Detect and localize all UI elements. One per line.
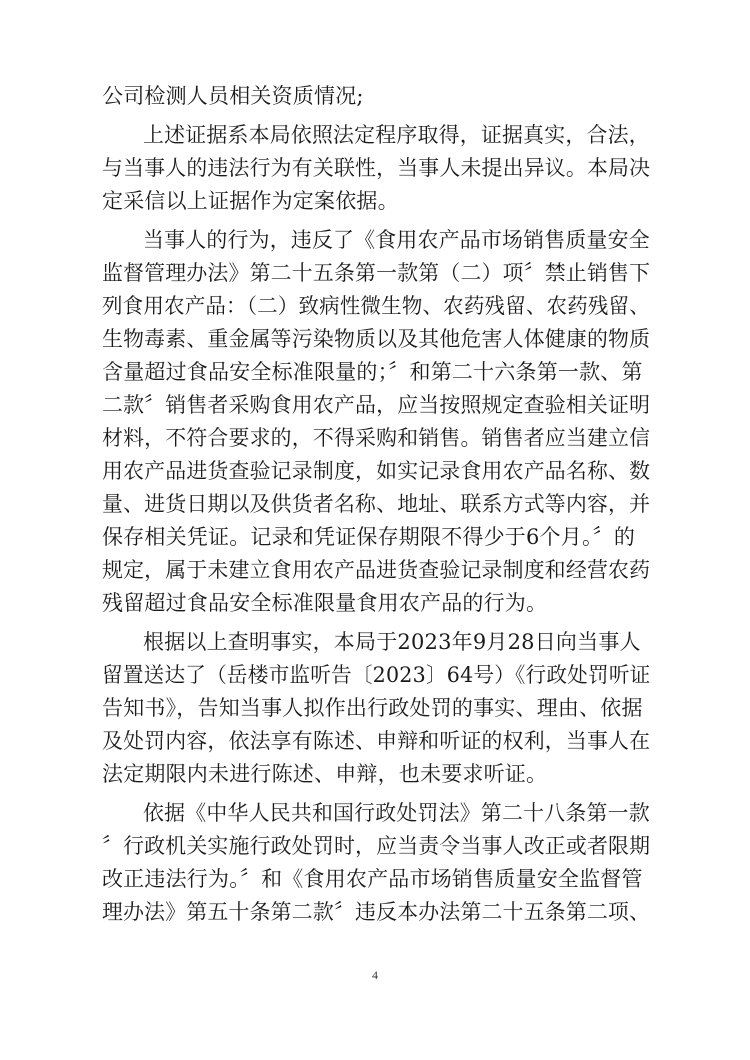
text-line: 用农产品进货查验记录制度，如实记录食用农产品名称、数 <box>102 459 651 483</box>
text-line: 与当事人的违法行为有关联性，当事人未提出异议。本局决 <box>102 156 651 180</box>
text-line: 当事人的行为，违反了《食用农产品市场销售质量安全 <box>143 228 650 252</box>
text-line: 列食用农产品：（二）致病性微生物、农药残留、农药残留、 <box>102 294 650 318</box>
text-line: 二款〞销售者采购食用农产品，应当按照规定查验相关证明 <box>102 393 651 417</box>
text-line: 残留超过食品安全标准限量食用农产品的行为。 <box>102 591 548 615</box>
text-line: 〞行政机关实施行政处罚时，应当责令当事人改正或者限期 <box>102 834 651 858</box>
text-line: 留置送达了（岳楼市监听告〔2023〕64号）《行政处罚听证 <box>102 663 651 687</box>
text-line: 及处罚内容，依法享有陈述、申辩和听证的权利，当事人在 <box>102 729 651 753</box>
text-line: 定采信以上证据作为定案依据。 <box>102 189 399 213</box>
text-line: 含量超过食品安全标准限量的；〞和第二十六条第一款、第 <box>102 360 643 384</box>
text-line: 规定，属于未建立食用农产品进货查验记录制度和经营农药 <box>102 558 651 582</box>
text-line: 公司检测人员相关资质情况; <box>102 84 364 108</box>
text-line: 法定期限内未进行陈述、申辩，也未要求听证。 <box>102 762 548 786</box>
text-line: 材料，不符合要求的，不得采购和销售。销售者应当建立信 <box>102 426 651 450</box>
text-line: 依据《中华人民共和国行政处罚法》第二十八条第一款 <box>143 801 650 825</box>
text-line: 告知书》，告知当事人拟作出行政处罚的事实、理由、依据 <box>102 696 643 720</box>
page-number: 4 <box>372 968 378 982</box>
text-line: 量、进货日期以及供货者名称、地址、联系方式等内容，并 <box>102 492 651 516</box>
text-line: 监督管理办法》第二十五条第一款第（二）项〞禁止销售下 <box>102 261 651 285</box>
text-line: 改正违法行为。〞和《食用农产品市场销售质量安全监督管 <box>102 867 643 891</box>
text-line: 理办法》第五十条第二款〞违反本办法第二十五条第二项、 <box>102 900 651 924</box>
text-line: 上述证据系本局依照法定程序取得，证据真实，合法， <box>143 123 650 147</box>
text-line: 根据以上查明事实，本局于2023年9月28日向当事人 <box>143 630 641 654</box>
text-line: 生物毒素、重金属等污染物质以及其他危害人体健康的物质 <box>102 327 651 351</box>
text-line: 保存相关凭证。记录和凭证保存期限不得少于6个月。〞的 <box>102 525 636 549</box>
